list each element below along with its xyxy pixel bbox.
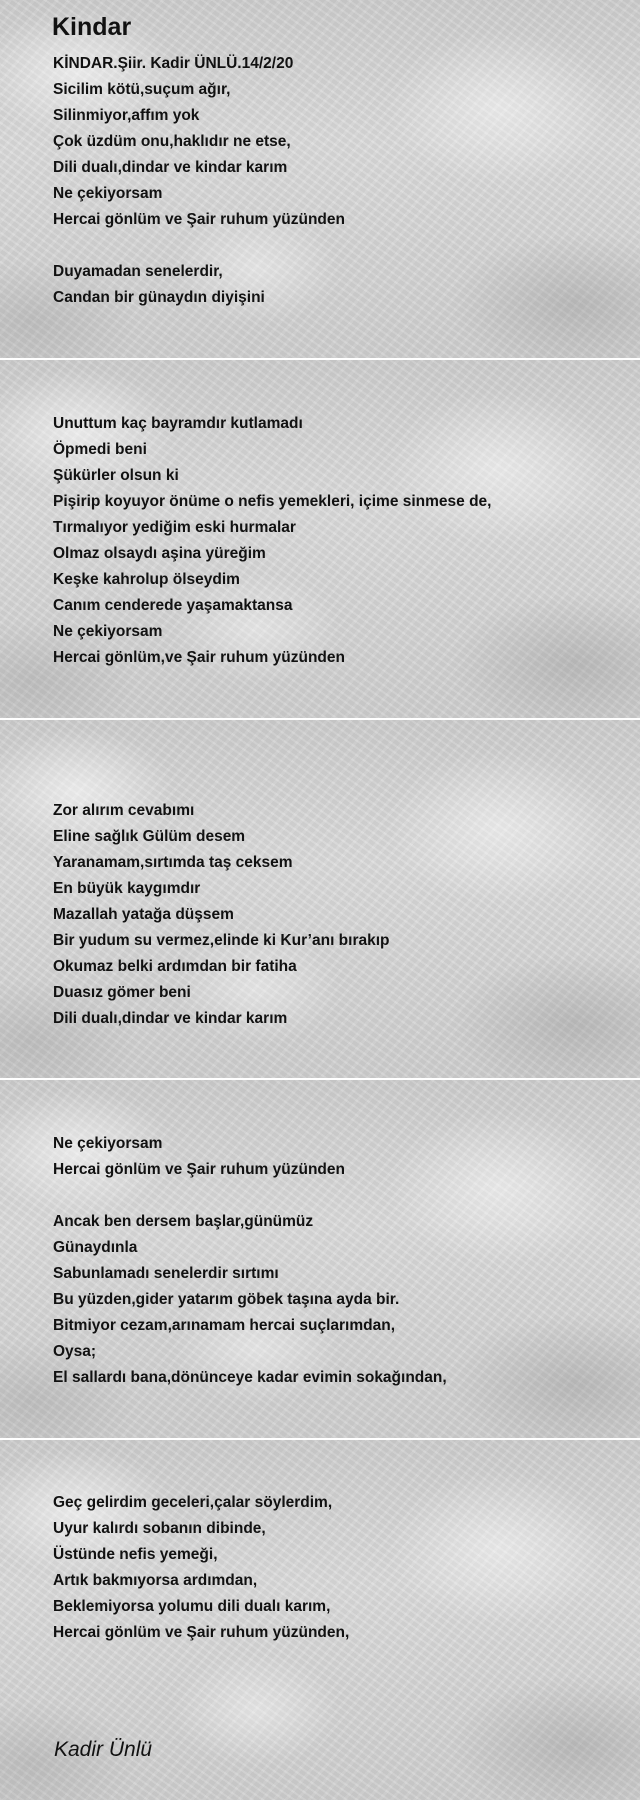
poem-line: Silinmiyor,affım yok [53,107,200,124]
poem-line: Şükürler olsun ki [53,467,179,484]
poem-line: Oysa; [53,1343,97,1360]
poem-line [53,233,345,259]
poem-line [53,1183,447,1209]
poem-line: Sicilim kötü,suçum ağır, [53,81,231,98]
poem-line: Pişirip koyuyor önüme o nefis yemekleri, içime sinmese de, [53,493,492,510]
poem-title: Kindar [52,13,132,41]
poem-line: Hercai gönlüm ve Şair ruhum yüzünden, [53,1624,350,1641]
poem-line: Uyur kalırdı sobanın dibinde, [53,1520,266,1537]
poem-line: Okumaz belki ardımdan bir fatiha [53,958,297,975]
poem-line: Hercai gönlüm,ve Şair ruhum yüzünden [53,649,345,666]
poem-line: Üstünde nefis yemeği, [53,1546,218,1563]
poem-line: KİNDAR.Şiir. Kadir ÜNLÜ.14/2/20 [53,55,294,72]
poem-line: Unuttum kaç bayramdır kutlamadı [53,415,303,432]
poem-line: Beklemiyorsa yolumu dili dualı karım, [53,1598,331,1615]
poem-line: Hercai gönlüm ve Şair ruhum yüzünden [53,211,345,228]
poem-line: Eline sağlık Gülüm desem [53,828,246,845]
poem-line: Keşke kahrolup ölseydim [53,571,240,588]
poem-line: Artık bakmıyorsa ardımdan, [53,1572,258,1589]
poem-line: Ancak ben dersem başlar,günümüz [53,1213,314,1230]
poem-line: Ne çekiyorsam [53,1135,163,1152]
poem-line: Dili dualı,dindar ve kindar karım [53,1010,288,1027]
poem-line: El sallardı bana,dönünceye kadar evimin sokağından, [53,1369,447,1386]
poem-line: Bu yüzden,gider yatarım göbek taşına ayda bir. [53,1291,400,1308]
poem-line: Duyamadan senelerdir, [53,263,223,280]
poem-author: Kadir Ünlü [54,1738,153,1761]
poem-line: Geç gelirdim geceleri,çalar söylerdim, [53,1494,333,1511]
poem-line: Tırmalıyor yediğim eski hurmalar [53,519,296,536]
poem-line: Duasız gömer beni [53,984,191,1001]
poem-line: Zor alırım cevabımı [53,802,195,819]
poem-line: Hercai gönlüm ve Şair ruhum yüzünden [53,1161,345,1178]
poem-line: Yaranamam,sırtımda taş ceksem [53,854,293,871]
poem-line: Olmaz olsaydı aşina yüreğim [53,545,266,562]
poem-line: Ne çekiyorsam [53,185,163,202]
poem-line: Sabunlamadı senelerdir sırtımı [53,1265,279,1282]
poem-line: Ne çekiyorsam [53,623,163,640]
stanza-3 [53,798,390,1032]
poem-line: Canım cenderede yaşamaktansa [53,597,293,614]
poem-line: En büyük kaygımdır [53,880,201,897]
poem-line: Mazallah yatağa düşsem [53,906,234,923]
stanza-1 [53,51,345,311]
poem-line: Günaydınla [53,1239,138,1256]
stanza-4 [53,1131,447,1391]
poem-line: Öpmedi beni [53,441,147,458]
stanza-5 [53,1490,349,1646]
poem-line: Bitmiyor cezam,arınamam hercai suçlarımdan, [53,1317,396,1334]
stanza-2 [53,411,491,671]
poem-line: Dili dualı,dindar ve kindar karım [53,159,288,176]
poem-line: Candan bir günaydın diyişini [53,289,265,306]
poem-line: Bir yudum su vermez,elinde ki Kur’anı bırakıp [53,932,390,949]
poem-line: Çok üzdüm onu,haklıdır ne etse, [53,133,291,150]
